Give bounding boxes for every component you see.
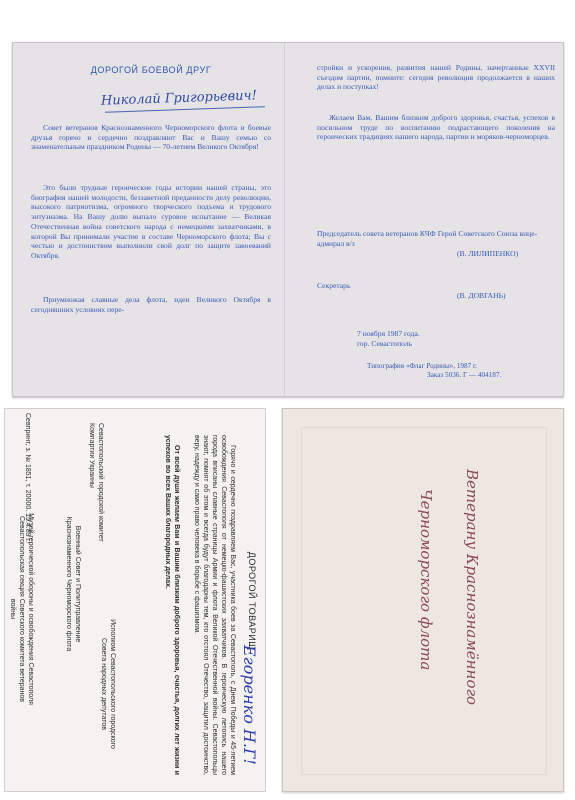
victory-day-card — [4, 408, 266, 792]
address-line-1: Ветерану Краснознамённого — [463, 469, 481, 706]
signatory-2-name: (В. ДОВГАНЬ) — [457, 291, 506, 300]
greeting-paragraph-3: Приумножая славные дела флота, идеи Великого Октября в сегодняшних условиях пере- — [31, 295, 271, 314]
signatory-2-title: Секретарь — [317, 281, 351, 290]
card-headline: ДОРОГОЙ ТОВАРИЩ — [247, 551, 257, 651]
handwritten-addressee: Николай Григорьевич! — [100, 88, 258, 109]
vertical-address — [283, 409, 533, 793]
print-footer: Севпринт, з. № 1851, т. 20000. 15.4.89 г. — [24, 413, 31, 543]
signatory-museum: Музей героической обороны и освобождения Севастополя Севастопольская секция Советского комитета ветеранов войны — [9, 513, 34, 705]
date: 7 ноября 1987 года. — [357, 329, 420, 338]
card-fold — [284, 43, 286, 396]
rotated-content — [5, 409, 267, 793]
signatory-1-title: Председатель совета ветеранов КЧФ Герой Советского Союза вице-адмирал в/з — [317, 229, 538, 248]
greeting-paragraph-1: Горячо и сердечно поздравляем Вас, участника боев за Севастополь, с Днем Победы и 45-летием освобождения Севастополя от немецко-фашистских захватчиков. В героическую летопись нашего города вписаны славные страницы Армии и флота Великой Отечественной войны. Севастопольцы знают, помнят об этом и всегда будут благодарны тем, кто отстоял Отечество, защитил достоинство, веру, надежду и само право человека в борьбе с фашизмом. — [193, 435, 236, 775]
signatory-executive-committee: Исполком Севастопольского городского Совета народных депутатов — [100, 619, 116, 749]
greeting-paragraph-2: От всей души желаем Вам и Вашим близким доброго здоровья, счастья, долгих лет жизни и успехов во всех Ваших благородных делах. — [164, 435, 180, 775]
envelope-front — [282, 408, 564, 792]
address-line-2: Черноморского флота — [417, 489, 435, 671]
wishes-paragraph: Желаем Вам, Вашим близким доброго здоровья, счастья, успехов в посильном труде по воспитанию подрастающего поколения на героических традициях нашего народа, партии и моряков-черноморцев. — [317, 113, 555, 142]
signatory-1-name: (В. ЛИЛИПЕНКО) — [457, 249, 519, 258]
date-place — [357, 329, 420, 349]
handwritten-addressee: Егоренко Н.Г! — [240, 645, 259, 765]
greeting-continuation: стройки и ускорения, развития нашей Родины, начертанные XXVII съездом партии, помните: сегодня революция продолжается в наших делах и поступках! — [317, 63, 555, 92]
city: гор. Севастополь — [357, 339, 413, 348]
card-headline: ДОРОГОЙ БОЕВОЙ ДРУГ — [90, 65, 212, 75]
greeting-paragraph-1: Совет ветеранов Краснознаменного Черноморского флота и боевые друзья горячо и сердечно поздравляют Вас и Вашу семью со знаменательным праздником Родины — 70-летием Великого Октября! — [31, 123, 271, 152]
greeting-card-spread — [12, 42, 564, 397]
signatory-party-committee: Севастопольский городской комитет Компартии Украины — [88, 423, 104, 542]
order-number: Заказ 5036. Г — 404187. — [427, 371, 502, 379]
signatory-military-council: Военный Совет и Политуправление Краснознаменного Черноморского флота — [65, 516, 81, 652]
printer-info: Типография «Флаг Родины», 1987 г. — [367, 362, 477, 370]
greeting-paragraph-2: Это были трудные героические годы истории нашей страны, это биография нашей молодости, беззаветной преданности делу революции, высокого патриотизма, огромного творческого подъема и трудового энтузиазма. На Вашу долю выпало суровое испытание — Великая Отечественная война советского народа с немецкими захватчиками, в которой Вы принимали участие в составе Черноморского флота; Вы с честью и достоинством выполнили свой долг по защите завоеваний Октября. — [31, 183, 271, 260]
